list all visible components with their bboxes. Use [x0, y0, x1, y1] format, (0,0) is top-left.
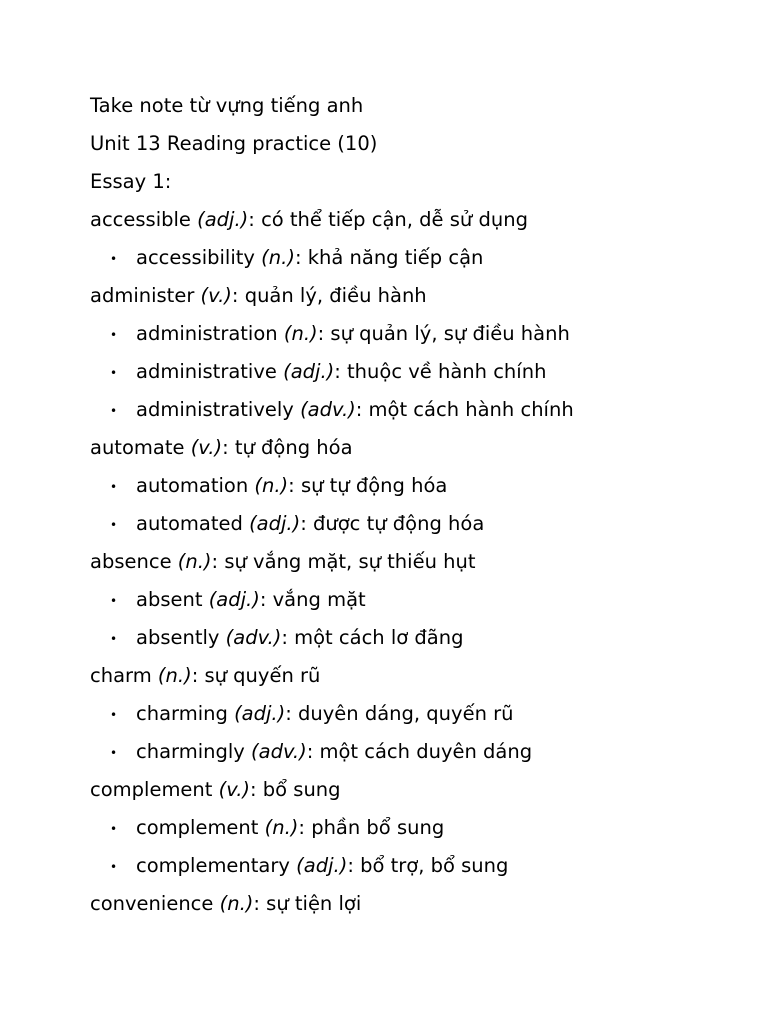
entry-part-of-speech: (n.): [219, 892, 254, 915]
derived-word-item: [90, 809, 750, 847]
derived-word-item: [90, 733, 750, 771]
derived-word: administration: [136, 322, 278, 345]
derived-word: administrative: [136, 360, 277, 383]
derived-word-item: [90, 315, 750, 353]
derived-word: automated: [136, 512, 243, 535]
derived-word: charmingly: [136, 740, 245, 763]
derived-part-of-speech: (n.): [254, 474, 289, 497]
entry-meaning: : sự tiện lợi: [253, 892, 362, 915]
entry-meaning: : sự quyến rũ: [191, 664, 321, 687]
derived-part-of-speech: (adv.): [300, 398, 356, 421]
bullet-icon: •: [110, 708, 118, 722]
derived-word-item: [90, 847, 750, 885]
derived-part-of-speech: (adj.): [234, 702, 286, 725]
vocab-entry: [90, 885, 750, 923]
derived-meaning: : được tự động hóa: [300, 512, 485, 535]
derived-word-item: [90, 619, 750, 657]
entry-meaning: : tự động hóa: [222, 436, 353, 459]
entry-part-of-speech: (n.): [177, 550, 212, 573]
derived-part-of-speech: (n.): [264, 816, 299, 839]
bullet-icon: •: [110, 518, 118, 532]
derived-meaning: : một cách hành chính: [355, 398, 574, 421]
vocab-entry: [90, 201, 750, 239]
derived-meaning: : duyên dáng, quyến rũ: [285, 702, 514, 725]
bullet-icon: •: [110, 594, 118, 608]
entry-word: complement: [90, 778, 213, 801]
entry-meaning: : có thể tiếp cận, dễ sử dụng: [248, 208, 528, 231]
bullet-icon: •: [110, 328, 118, 342]
entry-word: absence: [90, 550, 172, 573]
vocabulary-list: [90, 201, 750, 923]
vocab-entry: [90, 277, 750, 315]
derived-word-item: [90, 695, 750, 733]
bullet-icon: •: [110, 632, 118, 646]
derived-word-item: [90, 467, 750, 505]
derived-part-of-speech: (n.): [283, 322, 318, 345]
entry-word: administer: [90, 284, 195, 307]
derived-meaning: : thuộc về hành chính: [334, 360, 547, 383]
vocab-entry: [90, 657, 750, 695]
derived-meaning: : vắng mặt: [259, 588, 366, 611]
derived-word: administratively: [136, 398, 294, 421]
derived-part-of-speech: (adj.): [296, 854, 348, 877]
derived-meaning: : sự tự động hóa: [288, 474, 448, 497]
derived-meaning: : bổ trợ, bổ sung: [347, 854, 509, 877]
derived-part-of-speech: (adj.): [208, 588, 260, 611]
derived-word: automation: [136, 474, 249, 497]
bullet-icon: •: [110, 480, 118, 494]
derived-meaning: : một cách duyên dáng: [306, 740, 533, 763]
derived-word-item: [90, 391, 750, 429]
derived-part-of-speech: (adj.): [283, 360, 335, 383]
derived-word: charming: [136, 702, 228, 725]
document-body: [90, 87, 750, 923]
entry-part-of-speech: (v.): [218, 778, 251, 801]
document-title: Take note từ vựng tiếng anh: [90, 94, 364, 117]
bullet-icon: •: [110, 252, 118, 266]
derived-meaning: : sự quản lý, sự điều hành: [317, 322, 570, 345]
entry-word: accessible: [90, 208, 191, 231]
entry-meaning: : sự vắng mặt, sự thiếu hụt: [211, 550, 476, 573]
vocab-entry: [90, 543, 750, 581]
entry-part-of-speech: (adj.): [197, 208, 249, 231]
bullet-icon: •: [110, 822, 118, 836]
entry-part-of-speech: (v.): [200, 284, 232, 307]
bullet-icon: •: [110, 366, 118, 380]
derived-word-item: [90, 505, 750, 543]
entry-word: charm: [90, 664, 152, 687]
derived-word: complement: [136, 816, 259, 839]
unit-heading: Unit 13 Reading practice (10): [90, 132, 378, 155]
derived-part-of-speech: (n.): [261, 246, 295, 269]
derived-word-item: [90, 353, 750, 391]
derived-meaning: : khả năng tiếp cận: [294, 246, 484, 269]
entry-part-of-speech: (v.): [190, 436, 223, 459]
derived-word-item: [90, 239, 750, 277]
bullet-icon: •: [110, 860, 118, 874]
bullet-icon: •: [110, 404, 118, 418]
derived-word: absently: [136, 626, 220, 649]
entry-word: automate: [90, 436, 185, 459]
essay-heading: Essay 1:: [90, 170, 172, 193]
derived-part-of-speech: (adv.): [251, 740, 307, 763]
bullet-icon: •: [110, 746, 118, 760]
derived-part-of-speech: (adv.): [225, 626, 282, 649]
derived-word: absent: [136, 588, 203, 611]
derived-word: accessibility: [136, 246, 255, 269]
entry-meaning: : quản lý, điều hành: [231, 284, 427, 307]
derived-meaning: : một cách lơ đãng: [281, 626, 464, 649]
derived-word-item: [90, 581, 750, 619]
entry-meaning: : bổ sung: [250, 778, 341, 801]
entry-part-of-speech: (n.): [157, 664, 192, 687]
vocab-entry: [90, 771, 750, 809]
derived-meaning: : phần bổ sung: [298, 816, 445, 839]
derived-part-of-speech: (adj.): [249, 512, 301, 535]
derived-word: complementary: [136, 854, 290, 877]
entry-word: convenience: [90, 892, 214, 915]
vocab-entry: [90, 429, 750, 467]
